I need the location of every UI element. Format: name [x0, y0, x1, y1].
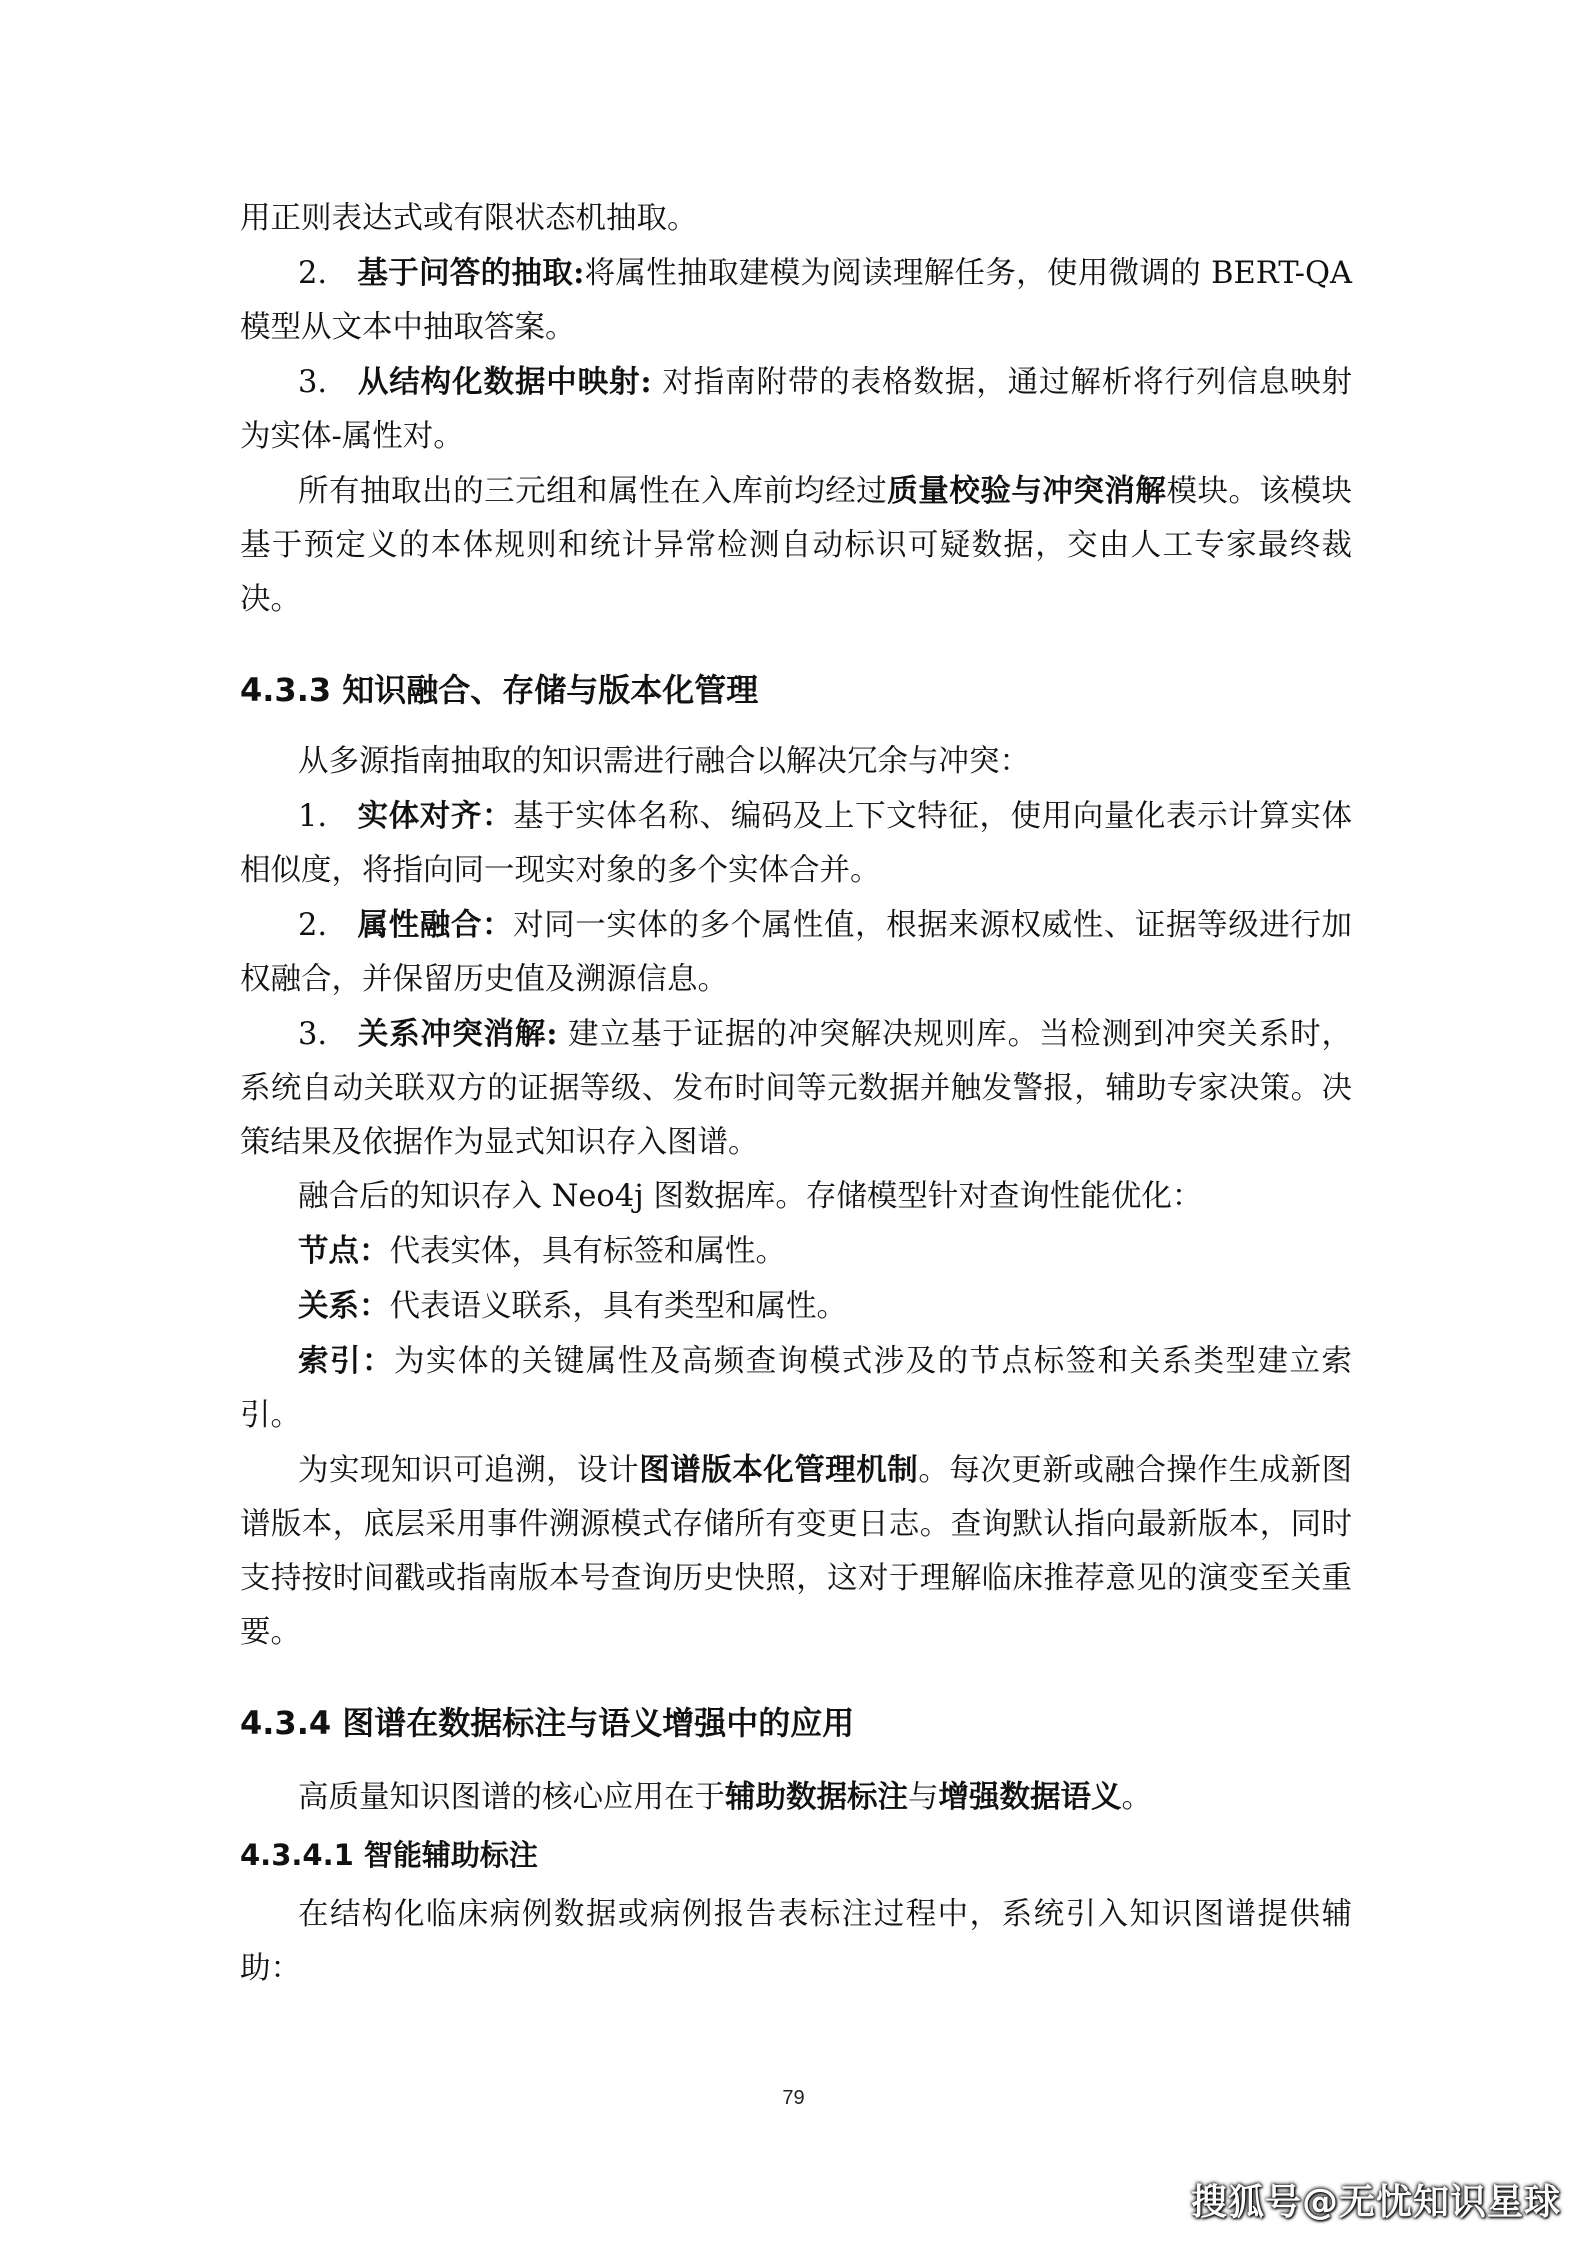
paragraph-emphasis: 辅助数据标注	[725, 1779, 908, 1815]
paragraph-text: 用正则表达式或有限状态机抽取。	[240, 201, 698, 236]
list-item-attribute-fusion	[240, 898, 1352, 1007]
list-number: 2.	[298, 256, 328, 291]
paragraph-text: 从多源指南抽取的知识需进行融合以解决冗余与冲突：	[298, 744, 1030, 779]
paragraph-quality-check	[240, 464, 1352, 627]
definition-node	[240, 1224, 1352, 1279]
list-item-structured-mapping	[240, 355, 1352, 464]
paragraph-text: 。每次更新或融合操作生成新图谱版本，底层采用事件溯源模式存储所有变更日志。查询默认指向最新版本，同时支持按时间戳或指南版本号查询历史快照，这对于理解临床推荐意见的演变至关重要。	[240, 1453, 1353, 1650]
list-item-text: 建立基于证据的冲突解决规则库。当检测到冲突关系时，系统自动关联双方的证据等级、发布时间等元数据并触发警报，辅助专家决策。决策结果及依据作为显式知识存入图谱。	[240, 1017, 1352, 1160]
paragraph-emphasis: 质量校验与冲突消解	[887, 473, 1167, 509]
page-content	[240, 192, 1352, 1996]
definition-term: 节点：	[298, 1233, 390, 1269]
list-number: 2.	[298, 908, 328, 943]
subsection-heading-4-3-4-1: 4.3.4.1 智能辅助标注	[240, 1838, 538, 1872]
list-item-text: 将属性抽取建模为阅读理解任务，使用微调的 BERT-QA 模型从文本中抽取答案。	[240, 256, 1352, 345]
section-heading-4-3-3: 4.3.3 知识融合、存储与版本化管理	[240, 671, 759, 709]
paragraph-emphasis: 图谱版本化管理机制	[639, 1452, 919, 1488]
paragraph-core-application	[240, 1770, 1352, 1825]
paragraph-text: 融合后的知识存入 Neo4j 图数据库。存储模型针对查询性能优化：	[298, 1179, 1203, 1214]
paragraph	[240, 1888, 1352, 1996]
list-item-text: 对同一实体的多个属性值，根据来源权威性、证据等级进行加权融合，并保留历史值及溯源信息。	[240, 908, 1352, 997]
paragraph-text: 为实现知识可追溯，设计	[298, 1453, 640, 1488]
paragraph-text: 与	[908, 1780, 939, 1815]
paragraph	[240, 735, 1352, 789]
paragraph-text: 模块。该模块基于预定义的本体规则和统计异常检测自动标识可疑数据，交由人工专家最终裁决。	[240, 474, 1353, 617]
paragraph-emphasis: 增强数据语义	[938, 1779, 1122, 1815]
section-heading-4-3-4: 4.3.4 图谱在数据标注与语义增强中的应用	[240, 1704, 855, 1742]
definition-term: 索引：	[298, 1343, 394, 1379]
list-item-title: 实体对齐：	[357, 798, 514, 834]
paragraph-text: 在结构化临床病例数据或病例报告表标注过程中，系统引入知识图谱提供辅助：	[240, 1897, 1352, 1986]
list-item-entity-alignment	[240, 789, 1352, 898]
list-item-title: 属性融合：	[357, 907, 514, 943]
list-item-title: 关系冲突消解:	[357, 1016, 558, 1052]
list-item-qa-extraction	[240, 246, 1352, 355]
paragraph-text: 高质量知识图谱的核心应用在于	[298, 1780, 725, 1815]
paragraph-text: 所有抽取出的三元组和属性在入库前均经过	[298, 474, 888, 509]
definition-text: 代表实体，具有标签和属性。	[389, 1234, 786, 1269]
list-item-title: 从结构化数据中映射:	[357, 364, 652, 400]
paragraph-text: 。	[1121, 1780, 1152, 1815]
paragraph-neo4j	[240, 1170, 1352, 1224]
list-number: 3.	[298, 365, 328, 400]
paragraph	[240, 192, 1352, 246]
definition-text: 为实体的关键属性及高频查询模式涉及的节点标签和关系类型建立索引。	[240, 1344, 1352, 1433]
definition-index	[240, 1334, 1352, 1443]
list-item-text: 基于实体名称、编码及上下文特征，使用向量化表示计算实体相似度，将指向同一现实对象的多个实体合并。	[240, 799, 1352, 888]
paragraph-versioning	[240, 1443, 1352, 1660]
definition-text: 代表语义联系，具有类型和属性。	[389, 1289, 847, 1324]
list-item-title: 基于问答的抽取:	[357, 255, 585, 291]
watermark: 搜狐号@无忧知识星球	[1190, 2182, 1561, 2223]
list-number: 3.	[298, 1017, 328, 1052]
list-number: 1.	[298, 799, 328, 834]
page-number: 79	[782, 2087, 805, 2109]
list-item-relation-conflict	[240, 1007, 1352, 1170]
list-item-text: 对指南附带的表格数据，通过解析将行列信息映射为实体-属性对。	[240, 365, 1352, 454]
definition-term: 关系：	[298, 1288, 390, 1324]
definition-relation	[240, 1279, 1352, 1334]
